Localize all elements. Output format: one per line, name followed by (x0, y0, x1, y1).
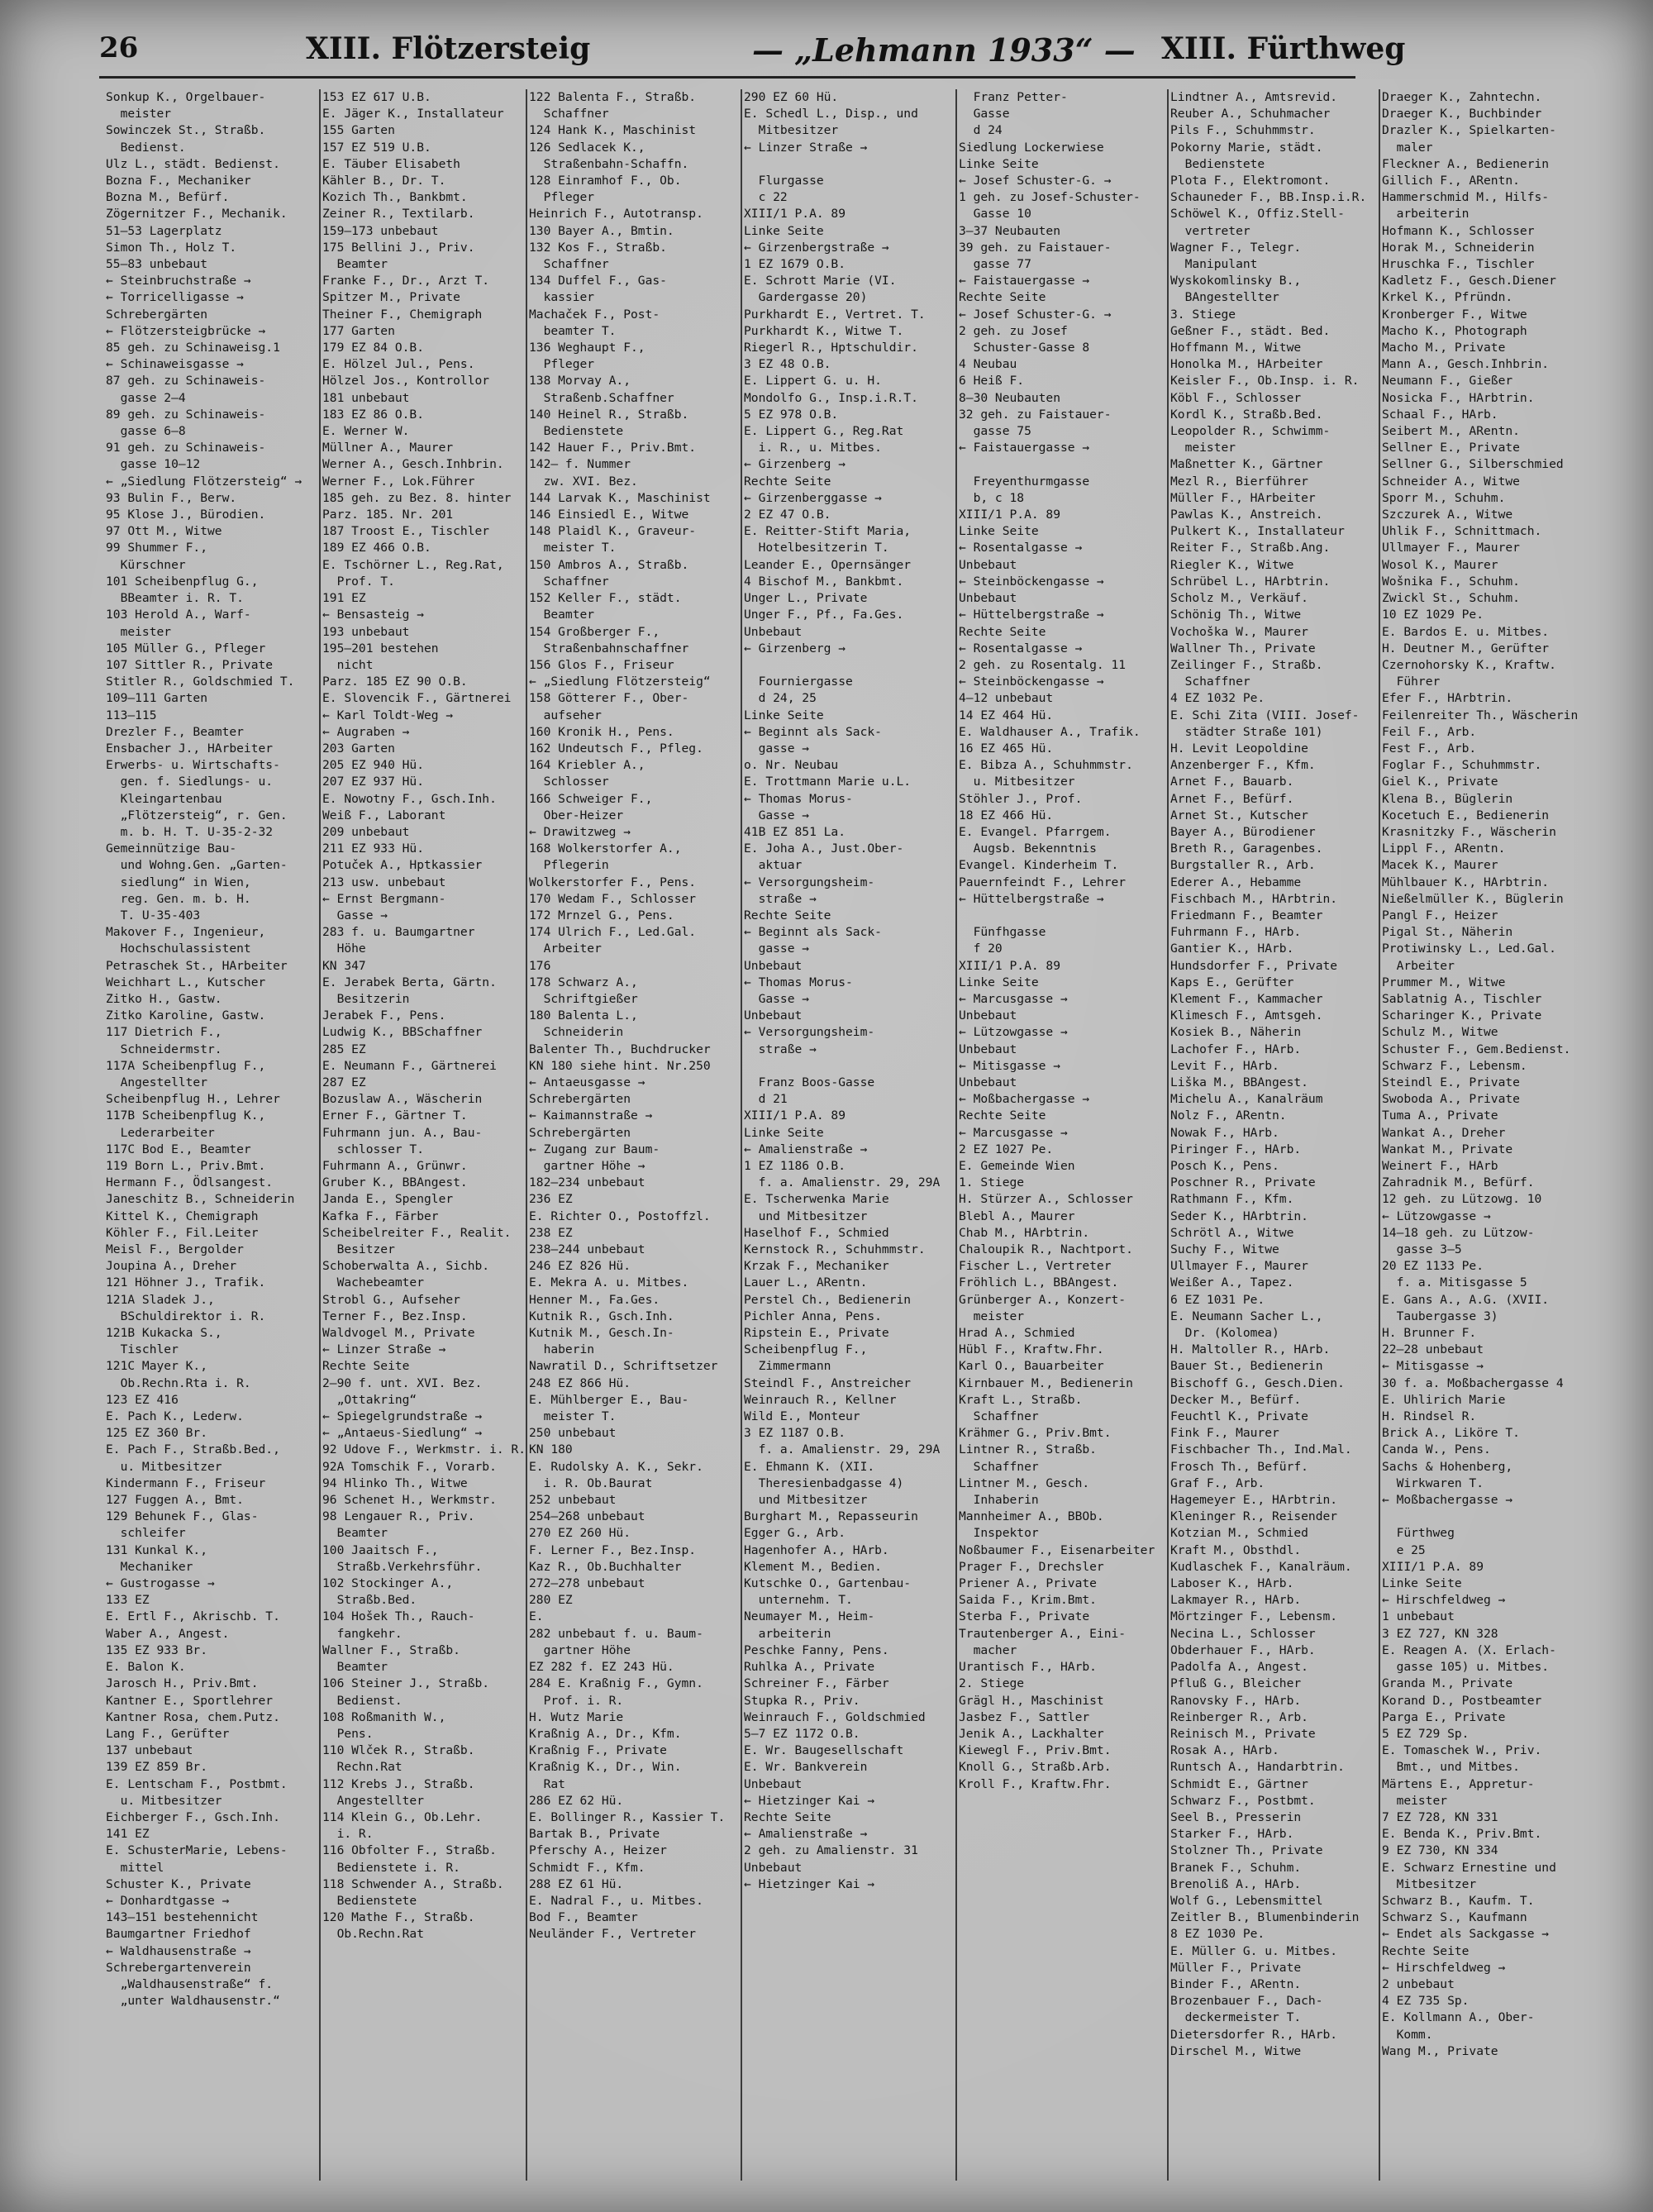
column-7: Draeger K., Zahntechn. Draeger K., Buchbinder Drazler K., Spielkarten- maler Fleckner A., Bedienerin Gillich F., ARentn. Hammerschmid M., Hilfs- arbeiterin Hofmann K., Schlosser Horak M., Schneiderin Hruschka F., Tischler Kadletz F., Gesch.Diener Krkel K., Pfründn. Kronberger F., Witwe Macho K., Photograph Macho M., Private Mann A., Gesch.Inhbrin. Neumann F., Gießer Nosicka F., HArbtrin. Schaal F., HArb. Seibert M., ARentn. Sellner E., Private Sellner G., Silberschmied Schneider A., Witwe Sporr M., Schuhm. Szczurek A., Witwe Uhlik F., Schnittmach. Ullmayer F., Maurer Wosol K., Maurer Wošnika F., Schuhm. Zwickl St., Schuhm. 10 EZ 1029 Pe. E. Bardos E. u. Mitbes. H. Deutner M., Gerüfter Czernohorsky K., Kraftw. Führer Efer F., HArbtrin. Feilenreiter Th., Wäscherin Feil F., Arb. Fest F., Arb. Foglar F., Schuhmmstr. Giel K., Private Klena B., Büglerin Kocetuch E., Bedienerin Krasnitzky F., Wäscherin Lippl F., ARentn. Macek K., Maurer Mühlbauer K., HArbtrin. Nießelmüller K., Büglerin Pangl F., Heizer Pigal St., Näherin Protiwinsky L., Led.Gal. Arbeiter Prummer M., Witwe Sablatnig A., Tischler Scharinger K., Private Schulz M., Witwe Schuster F., Gem.Bedienst. Schwarz F., Lebensm. Steindl E., Private Swoboda A., Private Tuma A., Private Wankat A., Dreher Wankat M., Private Weinert F., HArb Zahradnik M., Befürf. 12 geh. zu Lützowg. 10 ← Lützowgasse → 14—18 geh. zu Lützow- gasse 3—5 20 EZ 1133 Pe. f. a. Mitisgasse 5 E. Gans A., A.G. (XVII. Taubergasse 3) H. Brunner F. 22—28 unbebaut ← Mitisgasse → 30 f. a. Moßbachergasse 4 E. Uhlirich Marie H. Rindsel R. Brick A., Liköre T. Canda W., Pens. Sachs & Hohenberg, Wirkwaren T. ← Moßbachergasse → Fürthweg e 25 XIII/1 P.A. 89 Linke Seite ← Hirschfeldweg → 1 unbebaut 3 EZ 727, KN 328 E. Reagen A. (X. Erlach- gasse 105) u. Mitbes. Granda M., Private Korand D., Postbeamter Parga E., Private 5 EZ 729 Sp. E. Tomaschek W., Priv. Bmt., und Mitbes. Märtens E., Appretur- meister 7 EZ 728, KN 331 E. Benda K., Priv.Bmt. 9 EZ 730, KN 334 E. Schwarz Ernestine und Mitbesitzer Schwarz B., Kaufm. T. Schwarz S., Kaufmann ← Endet als Sackgasse → Rechte Seite ← Hirschfeldweg → 2 unbebaut 4 EZ 735 Sp. E. Kollmann A., Ober- Komm. Wang M., Private (1382, 90, 1579, 2058)
column-divider (526, 89, 527, 2181)
page-header (99, 31, 1406, 81)
header-rule (99, 76, 1355, 79)
column-3: 122 Balenta F., Straßb. Schaffner 124 Hank K., Maschinist 126 Sedlacek K., Straßenbahn-Schaffn. 128 Einramhof F., Ob. Pfleger Heinrich F., Autotransp. 130 Bayer A., Bmtin. 132 Kos F., Straßb. Schaffner 134 Duffel F., Gas- kassier Machaček F., Post- beamter T. 136 Weghaupt F., Pfleger 138 Morvay A., Straßenb.Schaffner 140 Heinel R., Straßb. Bedienstete 142 Hauer F., Priv.Bmt. 142— f. Nummer zw. XVI. Bez. 144 Larvak K., Maschinist 146 Einsiedl E., Witwe 148 Plaidl K., Graveur- meister T. 150 Ambros A., Straßb. Schaffner 152 Keller F., städt. Beamter 154 Großberger F., Straßenbahnschaffner 156 Glos F., Friseur ← „Siedlung Flötzersteig“ 158 Götterer F., Ober- aufseher 160 Kronik H., Pens. 162 Undeutsch F., Pfleg. 164 Kriebler A., Schlosser 166 Schweiger F., Ober-Heizer ← Drawitzweg → 168 Wolkerstorfer A., Pflegerin Wolkerstorfer F., Pens. 170 Wedam F., Schlosser 172 Mrnzel G., Pens. 174 Ulrich F., Led.Gal. Arbeiter 176 178 Schwarz A., Schriftgießer 180 Balenta L., Schneiderin Balenter Th., Buchdrucker KN 180 siehe hint. Nr.250 ← Antaeusgasse → Schrebergärten ← Kaimannstraße → Schrebergärten ← Zugang zur Baum- gartner Höhe → 182—234 unbebaut 236 EZ E. Richter O., Postoffzl. 238 EZ 238—244 unbebaut 246 EZ 826 Hü. E. Mekra A. u. Mitbes. Henner M., Fa.Ges. Kutnik R., Gsch.Inh. Kutnik M., Gesch.In- haberin Nawratil D., Schriftsetzer 248 EZ 866 Hü. E. Mühlberger E., Bau- meister T. 250 unbebaut KN 180 E. Rudolsky A. K., Sekr. i. R. Ob.Baurat 252 unbebaut 254—268 unbebaut 270 EZ 260 Hü. F. Lerner F., Bez.Insp. Kaz R., Ob.Buchhalter 272—278 unbebaut 280 EZ E. 282 unbebaut f. u. Baum- gartner Höhe EZ 282 f. EZ 243 Hü. 284 E. Kraßnig F., Gymn. Prof. i. R. H. Wutz Marie Kraßnig A., Dr., Kfm. Kraßnig F., Private Kraßnig K., Dr., Win. Rat 286 EZ 62 Hü. E. Bollinger R., Kassier T. Bartak B., Private Pferschy A., Heizer Schmidt F., Kfm. 288 EZ 61 Hü. E. Nadral F., u. Mitbes. Bod F., Beamter Neuländer F., Vertreter (529, 90, 726, 1942)
column-6: Lindtner A., Amtsrevid. Reuber A., Schuhmacher Pils F., Schuhmmstr. Pokorny Marie, städt. Bedienstete Plota F., Elektromont. Schauneder F., BB.Insp.i.R. Schöwel K., Offiz.Stell- vertreter Wagner F., Telegr. Manipulant Wyskokomlinsky B., BAngestellter 3. Stiege Geßner F., städt. Bed. Hoffmann M., Witwe Honolka M., HArbeiter Keisler F., Ob.Insp. i. R. Köbl F., Schlosser Kordl K., Straßb.Bed. Leopolder R., Schwimm- meister Maßnetter K., Gärtner Mezl R., Bierführer Müller F., HArbeiter Pawlas K., Anstreich. Pulkert K., Installateur Reiter F., Straßb.Ang. Riegler K., Witwe Schrübel L., HArbtrin. Scholz M., Verkäuf. Schönig Th., Witwe Vochoška W., Maurer Wallner Th., Private Zeilinger F., Straßb. Schaffner 4 EZ 1032 Pe. E. Schi Zita (VIII. Josef- städter Straße 101) H. Levit Leopoldine Anzenberger F., Kfm. Arnet F., Bauarb. Arnet F., Befürf. Arnet St., Kutscher Bayer A., Bürodiener Breth R., Garagenbes. Burgstaller R., Arb. Ederer A., Hebamme Fischbach M., HArbtrin. Friedmann F., Beamter Fuhrmann F., HArb. Gantier K., HArb. Hundsdorfer F., Private Kaps E., Gerüfter Klement F., Kammacher Klimesch F., Amtsgeh. Kosiek B., Näherin Lachofer F., HArb. Levit F., HArb. Liška M., BBAngest. Michelu A., Kanalräum Nolz F., ARentn. Nowak F., HArb. Piringer F., HArb. Posch K., Pens. Poschner R., Private Rathmann F., Kfm. Seder K., HArbtrin. Schrötl A., Witwe Suchy F., Witwe Ullmayer F., Maurer Weißer A., Tapez. 6 EZ 1031 Pe. E. Neumann Sacher L., Dr. (Kolomea) H. Maltoller R., HArb. Bauer St., Bedienerin Bischoff G., Gesch.Dien. Decker M., Befürf. Feuchtl K., Private Fink F., Maurer Fischbacher Th., Ind.Mal. Frosch Th., Befürf. Graf F., Arb. Hagemeyer E., HArbtrin. Kleninger R., Reisender Kotzian M., Schmied Kraft M., Obsthdl. Kudlaschek F., Kanalräum. Laboser K., HArb. Lakmayer R., HArb. Mörtzinger F., Lebensm. Necina L., Schlosser Obderhauer F., HArb. Padolfa A., Angest. Pfluß G., Bleicher Ranovsky F., HArb. Reinberger R., Arb. Reinisch M., Private Rosak A., HArb. Runtsch A., Handarbtrin. Schmidt E., Gärtner Schwarz F., Postbmt. Seel B., Presserin Starker F., HArb. Stolzner Th., Private Branek F., Schuhm. Brenoliß A., HArb. Wolf G., Lebensmittel Zeitler B., Blumenbinderin 8 EZ 1030 Pe. E. Müller G. u. Mitbes. Müller F., Private Binder F., ARentn. Brozenbauer F., Dach- deckermeister T. Dietersdorfer R., HArb. Dirschel M., Witwe (1170, 90, 1367, 2058)
column-4: 290 EZ 60 Hü. E. Schedl L., Disp., und Mitbesitzer ← Linzer Straße → Flurgasse c 22 XIII/1 P.A. 89 Linke Seite ← Girzenbergstraße → 1 EZ 1679 O.B. E. Schrott Marie (VI. Gardergasse 20) Purkhardt E., Vertret. T. Purkhardt K., Witwe T. Riegerl R., Hptschuldir. 3 EZ 48 O.B. E. Lippert G. u. H. Mondolfo G., Insp.i.R.T. 5 EZ 978 O.B. E. Lippert G., Reg.Rat i. R., u. Mitbes. ← Girzenberg → Rechte Seite ← Girzenberggasse → 2 EZ 47 O.B. E. Reitter-Stift Maria, Hotelbesitzerin T. Leander E., Opernsänger 4 Bischof M., Bankbmt. Unger L., Private Unger F., Pf., Fa.Ges. Unbebaut ← Girzenberg → Fourniergasse d 24, 25 Linke Seite ← Beginnt als Sack- gasse → o. Nr. Neubau E. Trottmann Marie u.L. ← Thomas Morus- Gasse → 41B EZ 851 La. E. Joha A., Just.Ober- aktuar ← Versorgungsheim- straße → Rechte Seite ← Beginnt als Sack- gasse → Unbebaut ← Thomas Morus- Gasse → Unbebaut ← Versorgungsheim- straße → Franz Boos-Gasse d 21 XIII/1 P.A. 89 Linke Seite ← Amalienstraße → 1 EZ 1186 O.B. f. a. Amalienstr. 29, 29A E. Tscherwenka Marie und Mitbesitzer Haselhof F., Schmied Kernstock R., Schuhmmstr. Krzak F., Mechaniker Lauer L., ARentn. Perstel Ch., Bedienerin Pichler Anna, Pens. Ripstein E., Private Scheibenpflug F., Zimmermann Steindl F., Anstreicher Weinrauch R., Kellner Wild E., Monteur 3 EZ 1187 O.B. f. a. Amalienstr. 29, 29A E. Ehmann K. (XII. Theresienbadgasse 4) und Mitbesitzer Burghart M., Repasseurin Egger G., Arb. Hagenhofer A., HArb. Klement M., Bedien. Kutschke O., Gartenbau- unternehm. T. Neumayer M., Heim- arbeiterin Peschke Fanny, Pens. Ruhlka A., Private Schreiner F., Färber Stupka R., Priv. Weinrauch F., Goldschmied 5—7 EZ 1172 O.B. E. Wr. Baugesellschaft E. Wr. Bankverein Unbebaut ← Hietzinger Kai → Rechte Seite ← Amalienstraße → 2 geh. zu Amalienstr. 31 Unbebaut ← Hietzinger Kai → (744, 90, 941, 1891)
column-5: Franz Petter- Gasse d 24 Siedlung Lockerwiese Linke Seite ← Josef Schuster-G. → 1 geh. zu Josef-Schuster- Gasse 10 3—37 Neubauten 39 geh. zu Faistauer- gasse 77 ← Faistauergasse → Rechte Seite ← Josef Schuster-G. → 2 geh. zu Josef Schuster-Gasse 8 4 Neubau 6 Heiß F. 8—30 Neubauten 32 geh. zu Faistauer- gasse 75 ← Faistauergasse → Freyenthurmgasse b, c 18 XIII/1 P.A. 89 Linke Seite ← Rosentalgasse → Unbebaut ← Steinböckengasse → Unbebaut ← Hüttelbergstraße → Rechte Seite ← Rosentalgasse → 2 geh. zu Rosentalg. 11 ← Steinböckengasse → 4—12 unbebaut 14 EZ 464 Hü. E. Waldhauser A., Trafik. 16 EZ 465 Hü. E. Bibza A., Schuhmmstr. u. Mitbesitzer Stöhler J., Prof. 18 EZ 466 Hü. E. Evangel. Pfarrgem. Augsb. Bekenntnis Evangel. Kinderheim T. Pauernfeindt F., Lehrer ← Hüttelbergstraße → Fünfhgasse f 20 XIII/1 P.A. 89 Linke Seite ← Marcusgasse → Unbebaut ← Lützowgasse → Unbebaut ← Mitisgasse → Unbebaut ← Moßbachergasse → Rechte Seite ← Marcusgasse → 2 EZ 1027 Pe. E. Gemeinde Wien 1. Stiege H. Stürzer A., Schlosser Blebl A., Maurer Chab M., HArbtrin. Chaloupik R., Nachtport. Fischer L., Vertreter Fröhlich L., BBAngest. Grünberger A., Konzert- meister Hrad A., Schmied Hübl F., Kraftw.Fhr. Karl O., Bauarbeiter Kirnbauer M., Bedienerin Kraft L., Straßb. Schaffner Krähmer G., Priv.Bmt. Lintner R., Straßb. Schaffner Lintner M., Gesch. Inhaberin Mannheimer A., BBOb. Inspektor Noßbaumer F., Eisenarbeiter Prager F., Drechsler Priener A., Private Saida F., Krim.Bmt. Sterba F., Private Trautenberger A., Eini- macher Urantisch F., HArb. 2. Stiege Grägl H., Maschinist Jasbez F., Sattler Jenik A., Lackhalter Kiewegl F., Priv.Bmt. Knoll G., Straßb.Arb. Kroll F., Kraftw.Fhr. (959, 90, 1155, 1791)
page-number: 26 (99, 31, 139, 64)
column-divider (1379, 89, 1380, 2181)
left-running-title: XIII. Flötzersteig (306, 31, 591, 66)
column-divider (741, 89, 742, 2181)
column-2: 153 EZ 617 U.B. E. Jäger K., Installateur 155 Garten 157 EZ 519 U.B. E. Täuber Elisabeth Kähler B., Dr. T. Kozich Th., Bankbmt. Zeiner R., Textilarb. 159—173 unbebaut 175 Bellini J., Priv. Beamter Franke F., Dr., Arzt T. Spitzer M., Private Theiner F., Chemigraph 177 Garten 179 EZ 84 O.B. E. Hölzel Jul., Pens. Hölzel Jos., Kontrollor 181 unbebaut 183 EZ 86 O.B. E. Werner W. Müllner A., Maurer Werner A., Gesch.Inhbrin. Werner F., Lok.Führer 185 geh. zu Bez. 8. hinter Parz. 185. Nr. 201 187 Troost E., Tischler 189 EZ 466 O.B. E. Tschörner L., Reg.Rat, Prof. T. 191 EZ ← Bensasteig → 193 unbebaut 195—201 bestehen nicht Parz. 185 EZ 90 O.B. E. Slovencik F., Gärtnerei ← Karl Toldt-Weg → ← Augraben → 203 Garten 205 EZ 940 Hü. 207 EZ 937 Hü. E. Nowotny F., Gsch.Inh. Weiß F., Laborant 209 unbebaut 211 EZ 933 Hü. Potuček A., Hptkassier 213 usw. unbebaut ← Ernst Bergmann- Gasse → 283 f. u. Baumgartner Höhe KN 347 E. Jerabek Berta, Gärtn. Besitzerin Jerabek F., Pens. Ludwig K., BBSchaffner 285 EZ E. Neumann F., Gärtnerei 287 EZ Bozuslaw A., Wäscherin Erner F., Gärtner T. Fuhrmann jun. A., Bau- schlosser T. Fuhrmann A., Grünwr. Gruber K., BBAngest. Janda E., Spengler Kafka F., Färber Scheibelreiter F., Realit. Besitzer Schoberwalta A., Sichb. Wachebeamter Strobl G., Aufseher Terner F., Bez.Insp. Waldvogel M., Private ← Linzer Straße → Rechte Seite 2—90 f. unt. XVI. Bez. „Ottakring“ ← Spiegelgrundstraße → ← „Antaeus-Siedlung“ → 92 Udove F., Werkmstr. i. R. 92A Tomschik F., Vorarb. 94 Hlinko Th., Witwe 96 Schenet H., Werkmstr. 98 Lengauer R., Priv. Beamter 100 Jaaitsch F., Straßb.Verkehrsführ. 102 Stockinger A., Straßb.Bed. 104 Hošek Th., Rauch- fangkehr. Wallner F., Straßb. Beamter 106 Steiner J., Straßb. Bedienst. 108 Roßmanith W., Pens. 110 Wlček R., Straßb. Rechn.Rat 112 Krebs J., Straßb. Angestellter 114 Klein G., Ob.Lehr. i. R. 116 Obfolter F., Straßb. Bedienstete i. R. 118 Schwender A., Straßb. Bedienstete 120 Mathe F., Straßb. Ob.Rechn.Rat (322, 90, 526, 1942)
column-divider (319, 89, 321, 2181)
column-divider (1167, 89, 1169, 2181)
column-divider (955, 89, 957, 2181)
column-1: Sonkup K., Orgelbauer- meister Sowinczek St., Straßb. Bedienst. Ulz L., städt. Bedienst. Bozna F., Mechaniker Bozna M., Befürf. Zögernitzer F., Mechanik. 51—53 Lagerplatz Simon Th., Holz T. 55—83 unbebaut ← Steinbruchstraße → ← Torricelligasse → Schrebergärten ← Flötzersteigbrücke → 85 geh. zu Schinaweisg.1 ← Schinaweisgasse → 87 geh. zu Schinaweis- gasse 2—4 89 geh. zu Schinaweis- gasse 6—8 91 geh. zu Schinaweis- gasse 10—12 ← „Siedlung Flötzersteig“ → 93 Bulin F., Berw. 95 Klose J., Bürodien. 97 Ott M., Witwe 99 Shummer F., Kürschner 101 Scheibenpflug G., BBeamter i. R. T. 103 Herold A., Warf- meister 105 Müller G., Pfleger 107 Sittler R., Private Stitler R., Goldschmied T. 109—111 Garten 113—115 Drezler F., Beamter Ensbacher J., HArbeiter Erwerbs- u. Wirtschafts- gen. f. Siedlungs- u. Kleingartenbau „Flötzersteig“, r. Gen. m. b. H. T. U-35-2-32 Gemeinnützige Bau- und Wohng.Gen. „Garten- siedlung“ in Wien, reg. Gen. m. b. H. T. U-35-403 Makover F., Ingenieur, Hochschulassistent Petraschek St., HArbeiter Weichhart L., Kutscher Zitko H., Gastw. Zitko Karoline, Gastw. 117 Dietrich F., Schneidermstr. 117A Scheibenpflug F., Angestellter Scheibenpflug H., Lehrer 117B Scheibenpflug K., Lederarbeiter 117C Bod E., Beamter 119 Born L., Priv.Bmt. Hermann F., Ödlsangest. Janeschitz B., Schneiderin Kittel K., Chemigraph Köhler F., Fil.Leiter Meisl F., Bergolder Joupina A., Dreher 121 Höhner J., Trafik. 121A Sladek J., BSchuldirektor i. R. 121B Kukacka S., Tischler 121C Mayer K., Ob.Rechn.Rta i. R. 123 EZ 416 E. Pach K., Lederw. 125 EZ 360 Br. E. Pach F., Straßb.Bed., u. Mitbesitzer Kindermann F., Friseur 127 Fuggen A., Bmt. 129 Behunek F., Glas- schleifer 131 Kunkal K., Mechaniker ← Gustrogasse → 133 EZ E. Ertl F., Akrischb. T. Waber A., Angest. 135 EZ 933 Br. E. Balon K. Jarosch H., Priv.Bmt. Kantner E., Sportlehrer Kantner Rosa, chem.Putz. Lang F., Gerüfter 137 unbebaut 139 EZ 859 Br. E. Lentscham F., Postbmt. u. Mitbesitzer Eichberger F., Gsch.Inh. 141 EZ E. SchusterMarie, Lebens- mittel Schuster K., Private ← Donhardtgasse → 143—151 bestehennicht Baumgartner Friedhof ← Waldhausenstraße → Schrebergartenverein „Waldhausenstraße“ f. „unter Waldhausenstr.“ (106, 90, 302, 2009)
center-running-title: — „Lehmann 1933“ — (752, 31, 1136, 69)
right-running-title: XIII. Fürthweg (1161, 31, 1406, 66)
